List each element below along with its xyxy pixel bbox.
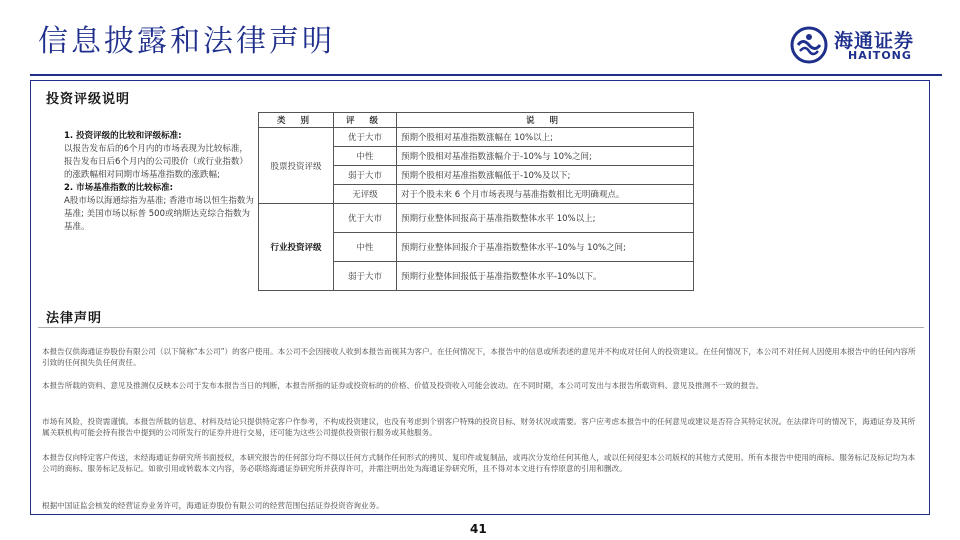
rating-description: 预期行业整体回报介于基准指数整体水平-10%与 10%之间; xyxy=(397,233,694,262)
rating-description: 预期行业整体回报高于基准指数整体水平 10%以上; xyxy=(397,204,694,233)
industry-category: 行业投资评级 xyxy=(259,204,334,291)
rating-description: 预期个股相对基准指数涨幅介于-10%与 10%之间; xyxy=(397,147,694,166)
page-number: 41 xyxy=(470,522,487,536)
rating-level: 无评级 xyxy=(334,185,397,204)
criteria-text-2: A股市场以海通综指为基准; 香港市场以恒生指数为基准; 美国市场以标普 500或纳斯达克综合指数为基准。 xyxy=(64,196,254,232)
legal-divider xyxy=(38,327,924,328)
table-row xyxy=(259,204,694,233)
rating-level: 中性 xyxy=(334,233,397,262)
criteria-heading-2: 2. 市场基准指数的比较标准: xyxy=(64,183,174,193)
haitong-logo-icon xyxy=(790,26,828,64)
stock-category: 股票投资评级 xyxy=(259,128,334,204)
legal-paragraph-5: 根据中国证监会核发的经营证券业务许可，海通证券股份有限公司的经营范围包括证券投资咨询业务。 xyxy=(42,501,384,510)
header-description: 说 明 xyxy=(397,113,694,128)
legal-paragraph-3: 市场有风险，投资需谨慎。本报告所载的信息、材料及结论只提供特定客户作参考，不构成投资建议，也没有考虑到个别客户特殊的投资目标、财务状况或需要。客户应考虑本报告中的任何意见或建议是否符合其特定状况。在法律许可的情况下，海通证券及其所属关联机构可能会持有报告中提到的公司所发行的证券并进行交易，还可能为这些公司提供投资银行服务或其他服务。 xyxy=(42,417,916,437)
page-title: 信息披露和法律声明 xyxy=(38,24,335,59)
rating-criteria xyxy=(64,130,254,234)
rating-description: 对于个股未来 6 个月市场表现与基准指数相比无明确观点。 xyxy=(397,185,694,204)
header-category: 类 别 xyxy=(259,113,334,128)
table-header-row xyxy=(259,113,694,128)
rating-level: 弱于大市 xyxy=(334,262,397,291)
legal-section-title: 法律声明 xyxy=(46,311,103,326)
rating-table xyxy=(258,112,694,291)
rating-level: 弱于大市 xyxy=(334,166,397,185)
rating-level: 优于大市 xyxy=(334,128,397,147)
header-divider xyxy=(30,74,942,76)
rating-description: 预期个股相对基准指数涨幅在 10%以上; xyxy=(397,128,694,147)
criteria-heading-1: 1. 投资评级的比较和评级标准: xyxy=(64,131,182,141)
rating-level: 优于大市 xyxy=(334,204,397,233)
legal-paragraph-2: 本报告所载的资料、意见及推测仅反映本公司于发布本报告当日的判断，本报告所指的证券或投资标的的价格、价值及投资收入可能会波动。在不同时期，本公司可发出与本报告所载资料、意见及推测不一致的报告。 xyxy=(42,381,764,390)
criteria-text-1: 以报告发布后的6个月内的市场表现为比较标准，报告发布日后6个月内的公司股价（或行业指数）的涨跌幅相对同期市场基准指数的涨跌幅; xyxy=(64,144,248,180)
rating-level: 中性 xyxy=(334,147,397,166)
company-logo xyxy=(790,26,940,66)
rating-description: 预期行业整体回报低于基准指数整体水平-10%以下。 xyxy=(397,262,694,291)
rating-section-title: 投资评级说明 xyxy=(46,92,131,107)
rating-description: 预期个股相对基准指数涨幅低于-10%及以下; xyxy=(397,166,694,185)
table-row xyxy=(259,128,694,147)
legal-paragraph-1: 本报告仅供海通证券股份有限公司（以下简称“本公司”）的客户使用。本公司不会因接收人收到本报告而视其为客户。在任何情况下，本报告中的信息或所表述的意见并不构成对任何人的投资建议。在任何情况下，本公司不对任何人因使用本报告中的任何内容所引致的任何损失负任何责任。 xyxy=(42,347,916,367)
logo-english-name: HAITONG xyxy=(848,49,912,62)
legal-paragraph-4: 本报告仅向特定客户传送，未经海通证券研究所书面授权，本研究报告的任何部分均不得以任何方式制作任何形式的拷贝、复印件或复制品，或再次分发给任何其他人，或以任何侵犯本公司版权的其他方式使用。所有本报告中使用的商标、服务标记及标记均为本公司的商标、服务标记及标记。如欲引用或转载本文内容，务必联络海通证券研究所并获得许可，并需注明出处为海通证券研究所，且不得对本文进行有悖原意的引用和删改。 xyxy=(42,453,916,473)
header-level: 评 级 xyxy=(334,113,397,128)
logo-chinese-name: 海通证券 xyxy=(834,30,915,52)
